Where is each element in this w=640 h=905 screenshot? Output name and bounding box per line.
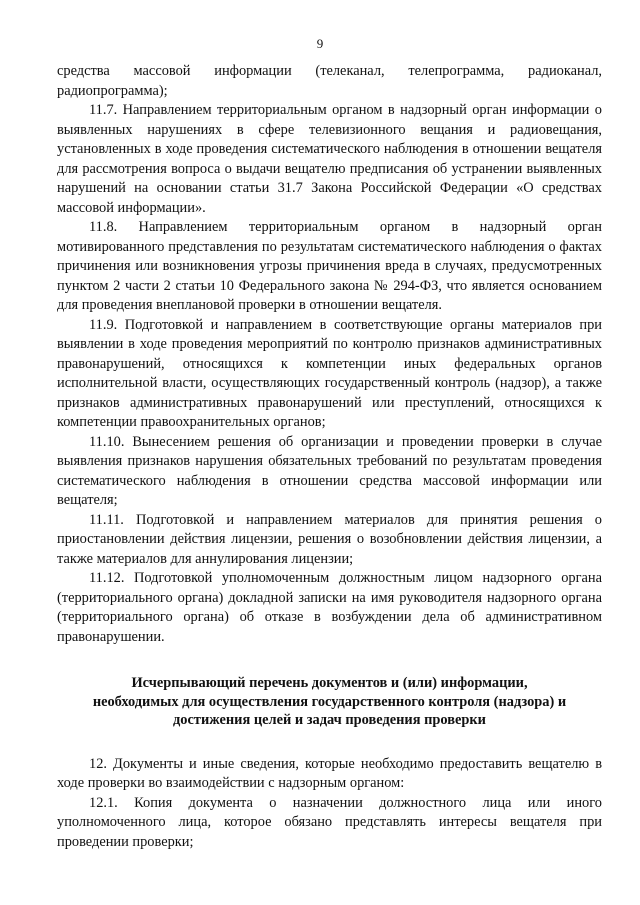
paragraph-11-12: 11.12. Подготовкой уполномоченным должностным лицом надзорного органа (территориального органа) докладной записки на имя руководителя надзорного органа (территориального органа) об отказе в возбуждении дела об административном правонарушении.	[57, 570, 602, 645]
paragraph-11-8: 11.8. Направлением территориальным органом в надзорный орган мотивированного представления по результатам систематического наблюдения о фактах причинения или возникновения угрозы причинения вреда в случаях, предусмотренных пунктом 2 части 2 статьи 10 Федерального закона № 294-ФЗ, что является основанием для проведения внеплановой проверки в отношении вещателя.	[57, 219, 602, 313]
paragraph-11-10: 11.10. Вынесением решения об организации и проведении проверки в случае выявления признаков нарушения обязательных требований по результатам проведения систематического наблюдения в отношении средства массовой информации или вещателя;	[57, 433, 602, 508]
paragraph-12-1: 12.1. Копия документа о назначении должностного лица или иного уполномоченного лица, которое обязано представлять интересы вещателя при проведении проверки;	[57, 794, 602, 850]
section-heading-line: Исчерпывающий перечень документов и (или) информации,	[131, 675, 528, 691]
document-body	[57, 62, 602, 852]
paragraph-11-7: 11.7. Направлением территориальным органом в надзорный орган информации о выявленных нарушениях в сфере телевизионного вещания и радиовещания, установленных в ходе проведения систематического наблюдения в отношении вещателя для рассмотрения вопроса о выдачи вещателю предписания об устранении выявленных нарушений на основании статьи 31.7 Закона Российской Федерации «О средствах массовой информации».	[57, 102, 602, 216]
paragraph-12: 12. Документы и иные сведения, которые необходимо предоставить вещателю в ходе проверки во взаимодействии с надзорным органом:	[57, 755, 602, 791]
paragraph-11-11: 11.11. Подготовкой и направлением материалов для принятия решения о приостановлении действия лицензии, решения о возобновлении действия лицензии, а также материалов для аннулирования лицензии;	[57, 511, 602, 567]
section-heading	[57, 674, 602, 730]
section-heading-line: необходимых для осуществления государственного контроля (надзора) и	[92, 693, 567, 710]
paragraph-continuation: средства массовой информации (телеканал, телепрограмма, радиоканал, радиопрограмма);	[57, 63, 602, 99]
paragraph-11-9: 11.9. Подготовкой и направлением в соответствующие органы материалов при выявлении в ходе проведения мероприятий по контролю признаков административных правонарушений, относящихся к компетенции иных федеральных органов исполнительной власти, осуществляющих государственный контроль (надзор), а также признаков административных правонарушений или преступлений, относящихся к компетенции правоохранительных органов;	[57, 316, 602, 430]
section-heading-line: достижения целей и задач проведения проверки	[173, 712, 486, 728]
page-number: 9	[316, 36, 324, 51]
